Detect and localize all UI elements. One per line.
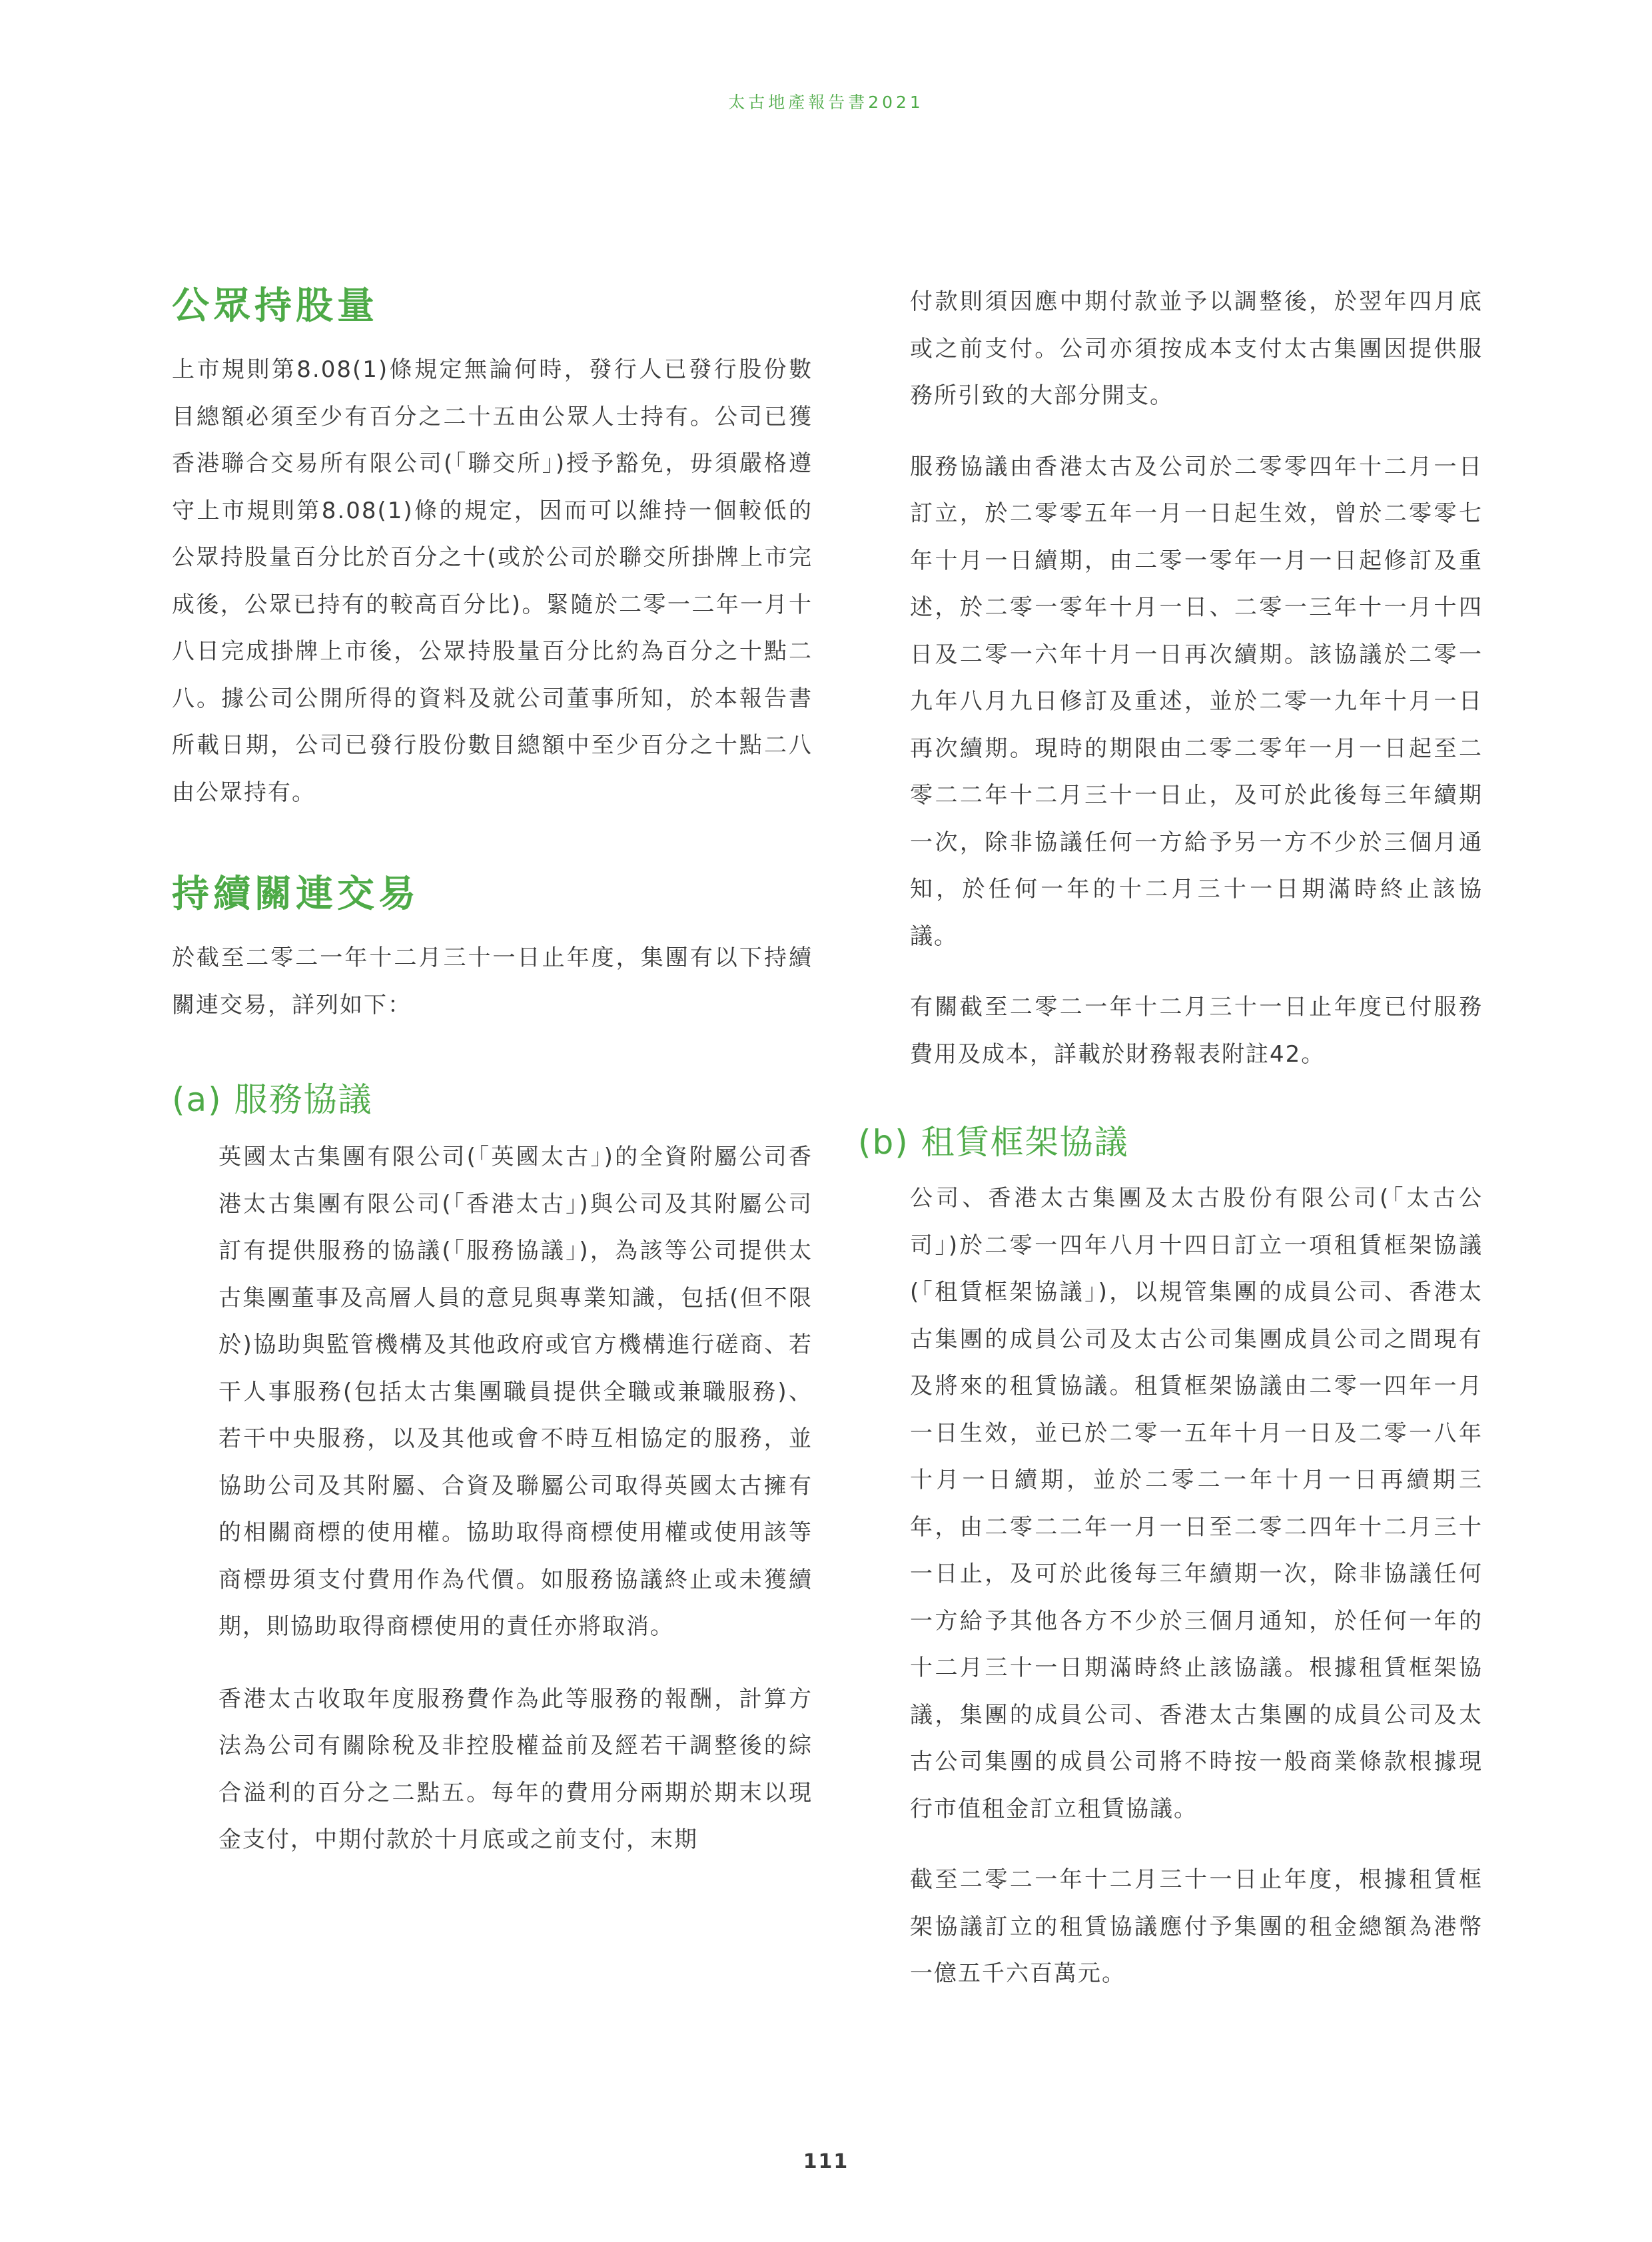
paragraph-connected-intro: 於截至二零二一年十二月三十一日止年度，集團有以下持續關連交易，詳列如下： [172, 944, 813, 1018]
paragraph-services-cont-1: 付款則須因應中期付款並予以調整後，於翌年四月底或之前支付。公司亦須按成本支付太古集團因提供服務所引致的大部分開支。 [910, 288, 1483, 409]
section-title-connected-transactions: 持續關連交易 [172, 873, 420, 916]
right-column [858, 273, 1483, 1998]
subsection-title-services-agreement: (a) 服務協議 [172, 1080, 373, 1119]
subsection-title-tenancy-framework: (b) 租賃框架協議 [858, 1123, 1129, 1162]
paragraph-services-cont-3: 有關截至二零二一年十二月三十一日止年度已付服務費用及成本，詳載於財務報表附註42。 [910, 994, 1483, 1068]
section-title-public-float: 公眾持股量 [172, 284, 378, 328]
paragraph-tenancy-1: 公司、香港太古集團及太古股份有限公司(「太古公司」)於二零一四年八月十四日訂立一項租賃框架協議(「租賃框架協議」)，以規管集團的成員公司、香港太古集團的成員公司及太古公司集團成員公司之間現有及將來的租賃協議。租賃框架協議由二零一四年一月一日生效，並已於二零一五年十月一日及二零一八年十月一日續期，並於二零二一年十月一日再續期三年，由二零二二年一月一日至二零二四年十二月三十一日止，及可於此後每三年續期一次，除非協議任何一方給予其他各方不少於三個月通知，於任何一年的十二月三十一日期滿時終止該協議。根據租賃框架協議，集團的成員公司、香港太古集團的成員公司及太古公司集團的成員公司將不時按一般商業條款根據現行市值租金訂立租賃協議。 [910, 1185, 1483, 1822]
paragraph-services-2: 香港太古收取年度服務費作為此等服務的報酬，計算方法為公司有關除稅及非控股權益前及經若干調整後的綜合溢利的百分之二點五。每年的費用分兩期於期末以現金支付，中期付款於十月底或之前支付，末期 [218, 1685, 813, 1853]
services-agreement-body [172, 1134, 813, 1864]
running-header: 太古地產報告書2021 [728, 93, 924, 112]
paragraph-public-float: 上市規則第8.08(1)條規定無論何時，發行人已發行股份數目總額必須至少有百分之二十五由公眾人士持有。公司已獲香港聯合交易所有限公司(「聯交所」)授予豁免，毋須嚴格遵守上市規則第8.08(1)條的規定，因而可以維持一個較低的公眾持股量百分比於百分之十(或於公司於聯交所掛牌上市完成後，公眾已持有的較高百分比)。緊隨於二零一二年一月十八日完成掛牌上市後，公眾持股量百分比約為百分之十點二八。據公司公開所得的資料及就公司董事所知，於本報告書所載日期，公司已發行股份數目總額中至少百分之十點二八由公眾持有。 [172, 356, 813, 806]
paragraph-services-1: 英國太古集團有限公司(「英國太古」)的全資附屬公司香港太古集團有限公司(「香港太古」)與公司及其附屬公司訂有提供服務的協議(「服務協議」)，為該等公司提供太古集團董事及高層人員的意見與專業知識，包括(但不限於)協助與監管機構及其他政府或官方機構進行磋商、若干人事服務(包括太古集團職員提供全職或兼職服務)、若干中央服務，以及其他或會不時互相協定的服務，並協助公司及其附屬、合資及聯屬公司取得英國太古擁有的相關商標的使用權。協助取得商標使用權或使用該等商標毋須支付費用作為代價。如服務協議終止或未獲續期，則協助取得商標使用的責任亦將取消。 [218, 1144, 813, 1640]
paragraph-tenancy-2: 截至二零二一年十二月三十一日止年度，根據租賃框架協議訂立的租賃協議應付予集團的租金總額為港幣一億五千六百萬元。 [910, 1866, 1483, 1987]
left-column [172, 273, 813, 1864]
paragraph-services-cont-2: 服務協議由香港太古及公司於二零零四年十二月一日訂立，於二零零五年一月一日起生效，曾於二零零七年十月一日續期，由二零一零年一月一日起修訂及重述，於二零一零年十月一日、二零一三年十一月十四日及二零一六年十月一日再次續期。該協議於二零一九年八月九日修訂及重述，並於二零一九年十月一日再次續期。現時的期限由二零二零年一月一日起至二零二二年十二月三十一日止，及可於此後每三年續期一次，除非協議任何一方給予另一方不少於三個月通知，於任何一年的十二月三十一日期滿時終止該協議。 [910, 453, 1483, 950]
page-number: 111 [803, 2150, 849, 2173]
